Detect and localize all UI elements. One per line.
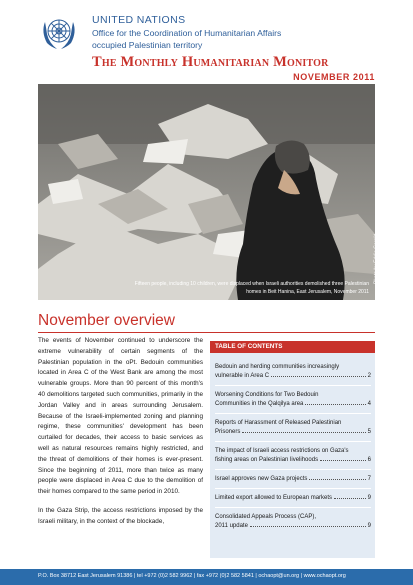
toc-leader-dots: [320, 460, 366, 461]
toc-separator: [215, 469, 371, 470]
toc-item-line: Israel approves new Gaza projects: [215, 476, 308, 482]
toc-item-line: fishing areas on Palestinian livelihoods: [215, 456, 319, 463]
toc-item-page: 5: [367, 428, 371, 435]
toc-item[interactable]: [215, 513, 371, 530]
toc-heading: TABLE OF CONTENTS: [215, 343, 283, 350]
publication-title: The Monthly Humanitarian Monitor: [92, 54, 329, 70]
toc-item-page: 6: [367, 456, 371, 463]
table-of-contents: [210, 341, 375, 558]
overview-paragraph-2: In the Gaza Strip, the access restrictions imposed by the Israeli military, in the context of the blockade,: [38, 506, 203, 525]
toc-item[interactable]: [215, 494, 371, 503]
toc-item-page: 9: [367, 522, 371, 529]
photo-caption-line-2: homes in Beit Hanina, East Jerusalem, November 2011: [246, 289, 369, 295]
photo-caption-line-1: Fifteen people, including 10 children, were displaced when Israeli authorities demolished three Palestinian: [134, 281, 369, 287]
toc-item[interactable]: [215, 475, 371, 484]
toc-leader-dots: [334, 498, 366, 499]
toc-item[interactable]: [215, 391, 371, 408]
toc-separator: [215, 507, 371, 508]
toc-item-line: Communities in the Qalqilya area: [215, 400, 304, 407]
toc-item-page: 7: [367, 476, 371, 482]
un-emblem-icon: [37, 12, 81, 52]
toc-item-line: The impact of Israeli access restrictions on Gaza's: [215, 448, 349, 454]
toc-item-page: 9: [367, 495, 371, 501]
toc-item-line: Prisoners: [215, 428, 241, 435]
photo-credit: Photo by Eddie Gerald: [373, 234, 379, 285]
toc-item[interactable]: [215, 419, 371, 436]
toc-item[interactable]: [215, 447, 371, 464]
toc-leader-dots: [250, 526, 366, 527]
section-divider: [38, 332, 375, 333]
toc-item-page: 2: [367, 372, 371, 379]
toc-item-line: Consolidated Appeals Process (CAP),: [215, 514, 317, 520]
toc-leader-dots: [309, 479, 365, 480]
toc-item-line: Reports of Harassment of Released Palestinian: [215, 420, 342, 426]
issue-date: NOVEMBER 2011: [293, 72, 375, 82]
toc-item-line: 2011 update: [215, 522, 248, 529]
toc-leader-dots: [305, 404, 365, 405]
contact-footer: [0, 569, 413, 585]
organization-name: UNITED NATIONS: [92, 14, 186, 26]
toc-leader-dots: [242, 432, 365, 433]
footer-contact-text: P.O. Box 38712 East Jerusalem 91386 | tel +972 (0)2 582 9962 | fax +972 (0)2 582 5841 | ochaopt@un.org | www.ochaopt.org: [38, 573, 346, 579]
overview-heading: November overview: [38, 312, 175, 329]
toc-leader-dots: [271, 376, 366, 377]
toc-header: [210, 341, 375, 353]
office-name: Office for the Coordination of Humanitarian Affairs: [92, 28, 282, 38]
overview-paragraph-1: The events of November continued to underscore the extreme vulnerability of certain segments of the Palestinian population in the oPt. Bedouin communities located in Area C of the West Bank are among the most vulnerable groups. More than 90 percent of this month's 40 demolitions targeted such communities, primarily in the Jordan Valley and in areas surrounding Jerusalem. Because of the Israeli-implemented zoning and planning regime, these communities' development has been curtailed for decades, their access to basic services as well as natural resources remains highly restricted, and the threat of demolitions of their homes is ever-present. Since the beginning of 2011, more than twice as many people were displaced in Area C due to the demolition of their homes compared to the same period in 2010.: [38, 337, 203, 496]
toc-item-line: Worsening Conditions for Two Bedouin: [215, 392, 319, 398]
toc-item-line: vulnerable in Area C: [215, 372, 270, 379]
cover-photo: [38, 84, 379, 300]
toc-item-page: 4: [367, 400, 371, 407]
toc-item-line: Limited export allowed to European markets: [215, 495, 333, 501]
toc-separator: [215, 385, 371, 386]
territory-name: occupied Palestinian territory: [92, 40, 203, 50]
toc-separator: [215, 488, 371, 489]
toc-item[interactable]: [215, 363, 371, 380]
toc-item-line: Bedouin and herding communities increasingly: [215, 364, 340, 370]
overview-body: [38, 336, 203, 536]
toc-separator: [215, 441, 371, 442]
toc-separator: [215, 413, 371, 414]
